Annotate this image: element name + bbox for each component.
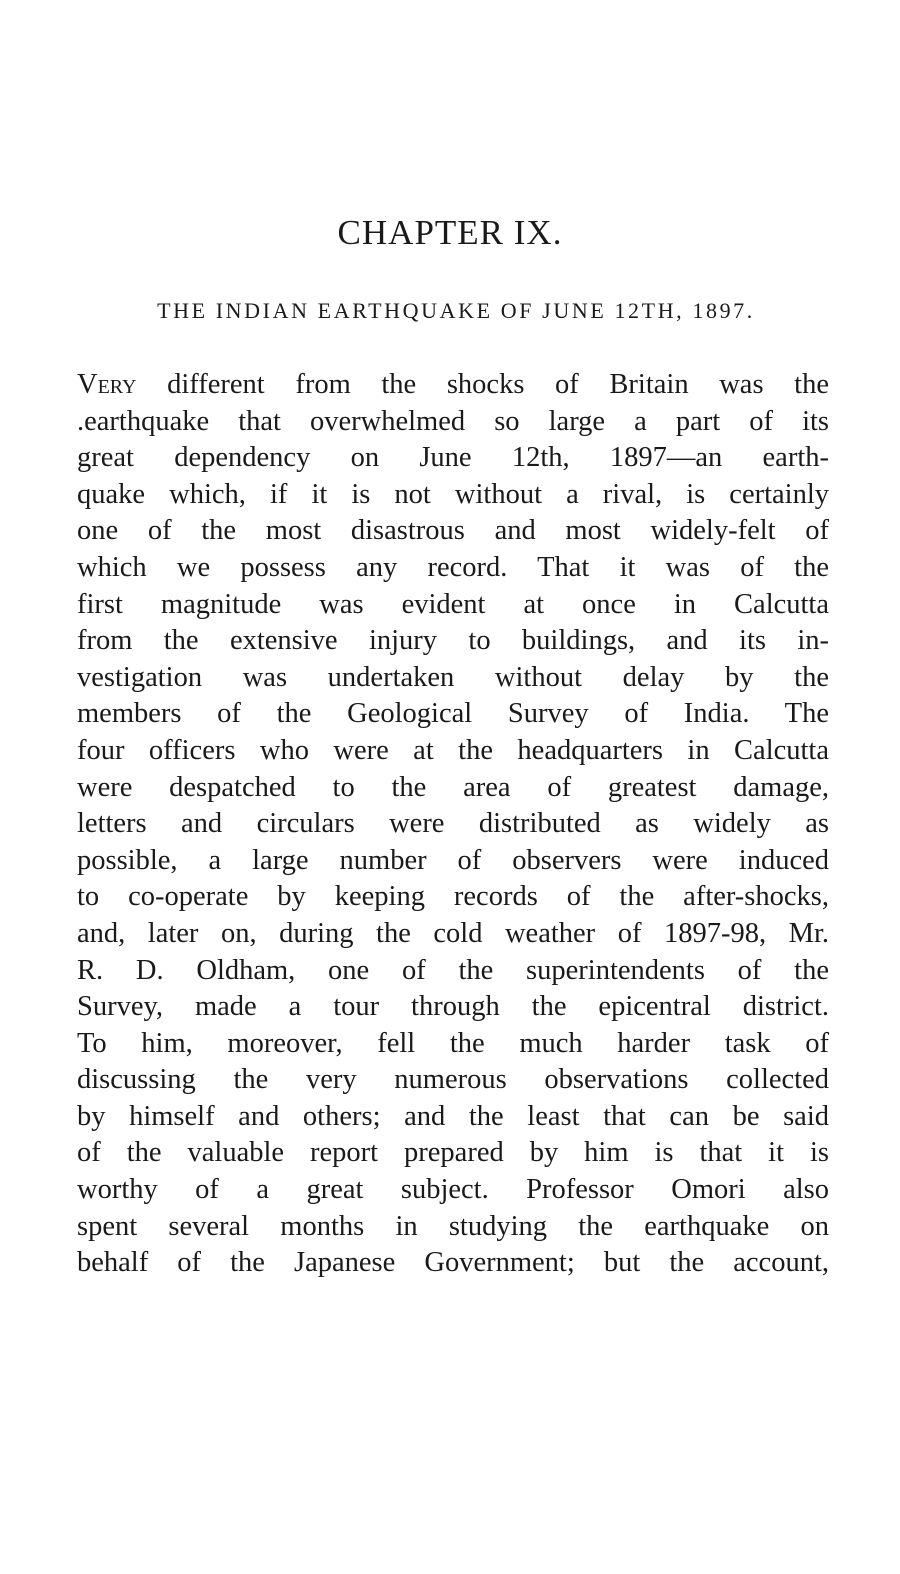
body-paragraph <box>77 367 829 1282</box>
line-text: four officers who were at the headquarters in Calcutta <box>77 734 829 766</box>
text-line <box>77 916 829 953</box>
text-line <box>77 843 829 880</box>
line-text: spent several months in studying the earthquake on <box>77 1210 829 1242</box>
line-text: by himself and others; and the least that can be said <box>77 1100 829 1132</box>
line-text: from the extensive injury to buildings, and its in- <box>77 625 829 657</box>
text-line <box>77 1135 829 1172</box>
text-line <box>77 1209 829 1246</box>
line-text: different from the shocks of Britain was the <box>136 369 829 400</box>
text-line <box>77 806 829 843</box>
line-text: discussing the very numerous observations collected <box>77 1064 829 1096</box>
text-line <box>77 660 829 697</box>
line-text: and, later on, during the cold weather of 1897-98, Mr. <box>77 917 829 949</box>
text-line <box>77 953 829 990</box>
text-line <box>77 587 829 624</box>
line-text: great dependency on June 12th, 1897—an earth- <box>77 442 829 474</box>
text-line <box>77 989 829 1026</box>
line-text: To him, moreover, fell the much harder task of <box>77 1027 829 1059</box>
text-line <box>77 440 829 477</box>
line-text: were despatched to the area of greatest damage, <box>77 771 829 803</box>
text-line <box>77 513 829 550</box>
text-line <box>77 770 829 807</box>
line-text: members of the Geological Survey of India. The <box>77 698 829 730</box>
line-text: of the valuable report prepared by him is that it is <box>77 1137 829 1169</box>
text-line <box>77 623 829 660</box>
text-line <box>77 1099 829 1136</box>
line-text: worthy of a great subject. Professor Omori also <box>77 1174 829 1206</box>
text-line <box>77 879 829 916</box>
text-line <box>77 1245 829 1282</box>
line-text: to co-operate by keeping records of the after-shocks, <box>77 881 829 913</box>
line-text: Survey, made a tour through the epicentral district. <box>77 991 829 1023</box>
line-text: possible, a large number of observers were induced <box>77 844 829 876</box>
text-line <box>77 404 829 441</box>
line-text: R. D. Oldham, one of the superintendents of the <box>77 954 829 986</box>
text-line <box>77 477 829 514</box>
text-line <box>77 1026 829 1063</box>
chapter-title: CHAPTER IX. <box>337 213 563 252</box>
line-text: which we possess any record. That it was of the <box>77 551 829 583</box>
text-line <box>77 696 829 733</box>
chapter-subtitle: THE INDIAN EARTHQUAKE OF JUNE 12TH, 1897. <box>157 298 755 323</box>
line-text: behalf of the Japanese Government; but the account, <box>77 1247 829 1279</box>
text-line <box>77 1172 829 1209</box>
line-text: first magnitude was evident at once in Calcutta <box>77 588 829 620</box>
text-line <box>77 1062 829 1099</box>
text-line <box>77 733 829 770</box>
line-text: letters and circulars were distributed as widely as <box>77 808 829 840</box>
text-line <box>77 367 829 404</box>
line-text: one of the most disastrous and most widely-felt of <box>77 515 829 547</box>
lead-word: Very <box>77 369 137 400</box>
line-text: vestigation was undertaken without delay by the <box>77 661 829 693</box>
text-line <box>77 550 829 587</box>
line-text: .earthquake that overwhelmed so large a part of its <box>77 405 829 437</box>
line-text: quake which, if it is not without a rival, is certainly <box>77 478 829 510</box>
